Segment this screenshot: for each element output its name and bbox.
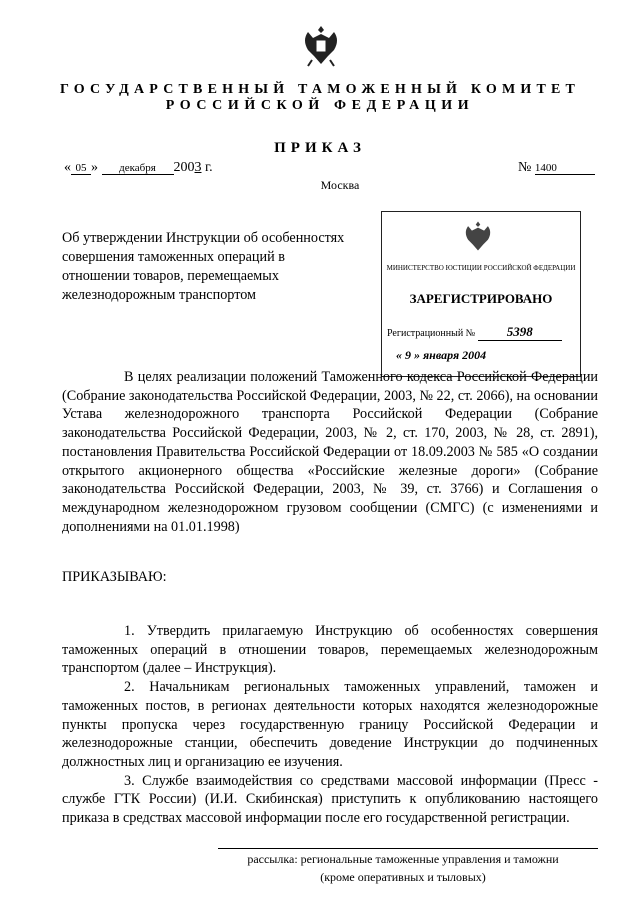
city: Москва [320, 178, 360, 192]
distribution-divider [218, 848, 598, 849]
stamp-reg-number: 5398 [478, 324, 562, 341]
date-year-suffix: г. [205, 160, 213, 175]
date-year-digit: 3 [194, 160, 202, 175]
number-value: 1400 [535, 162, 595, 175]
distribution-line1: рассылка: региональные таможенные управления и таможни [247, 852, 559, 866]
date-month: декабря [102, 162, 174, 175]
order-word: ПРИКАЗЫВАЮ: [62, 569, 167, 585]
number-label: № [518, 160, 532, 175]
header-line2: РОССИЙСКОЙ ФЕДЕРАЦИИ [165, 98, 475, 113]
date-line [64, 160, 213, 176]
order-items [62, 622, 598, 828]
date-day: 05 [71, 162, 91, 175]
order-number [518, 160, 595, 176]
order-item-1: 1. Утвердить прилагаемую Инструкцию об особенностях совершения таможенных операций в отношении товаров, перемещаемых железнодорожным транспортом (далее – Инструкция). [62, 623, 598, 677]
header-line1: ГОСУДАРСТВЕННЫЙ ТАМОЖЕННЫЙ КОМИТЕТ [59, 82, 581, 97]
distribution-line2: (кроме оперативных и тыловых) [320, 870, 486, 884]
date-quote-open: « [64, 160, 71, 175]
stamp-registered: ЗАРЕГИСТРИРОВАНО [409, 291, 553, 306]
preamble-paragraph: В целях реализации положений Таможенного кодекса Российской Федерации (Собрание законодательства Российской Федерации, 2003, № 22, ст. 2066), на основании Устава железнодорожного транспорта Российской Федерации (Собрание законодательства Российской Федерации, 2003, № 2, ст. 170, 2003, № 28, ст. 2891), постановления Правительства Российской Федерации от 18.09.2003 № 585 «О создании открытого акционерного общества «Российские железные дороги» (Собрание законодательства Российской Федерации, 2003, № 39, ст. 3766) и Соглашения о международном железнодорожном грузовом сообщении (СМГС) (с изменениями и дополнениями на 01.01.1998) [62, 369, 598, 535]
double-headed-eagle-emblem [300, 22, 342, 68]
stamp-reg-line [387, 324, 562, 341]
stamp-emblem-icon [462, 218, 494, 254]
registration-stamp [381, 211, 581, 377]
doc-type-title: ПРИКАЗ [274, 140, 366, 156]
order-item-2: 2. Начальникам региональных таможенных управлений, таможен и таможенных постов, в регионах деятельности которых находятся железнодорожные пункты пропуска через государственную границу Российской Федерации и железнодорожные станции, обеспечить доведение Инструкции до подчиненных должностных лиц и организацию ее изучения. [62, 679, 598, 770]
date-quote-close: » [91, 160, 98, 175]
stamp-reg-label: Регистрационный № [387, 328, 476, 339]
stamp-ministry: МИНИСТЕРСТВО ЮСТИЦИИ РОССИЙСКОЙ ФЕДЕРАЦИИ [386, 264, 576, 272]
order-item-3: 3. Службе взаимодействия со средствами массовой информации (Пресс - службе ГТК России) (И.И. Скибинская) приступить к опубликованию настоящего приказа в средствах массовой информации после его государственной регистрации. [62, 772, 598, 827]
stamp-reg-date: « 9 » января 2004 [396, 348, 487, 362]
date-year-prefix: 200 [173, 160, 195, 175]
order-subject: Об утверждении Инструкции об особенностях совершения таможенных операций в отношении товаров, перемещаемых железнодорожным транспортом [62, 230, 345, 303]
